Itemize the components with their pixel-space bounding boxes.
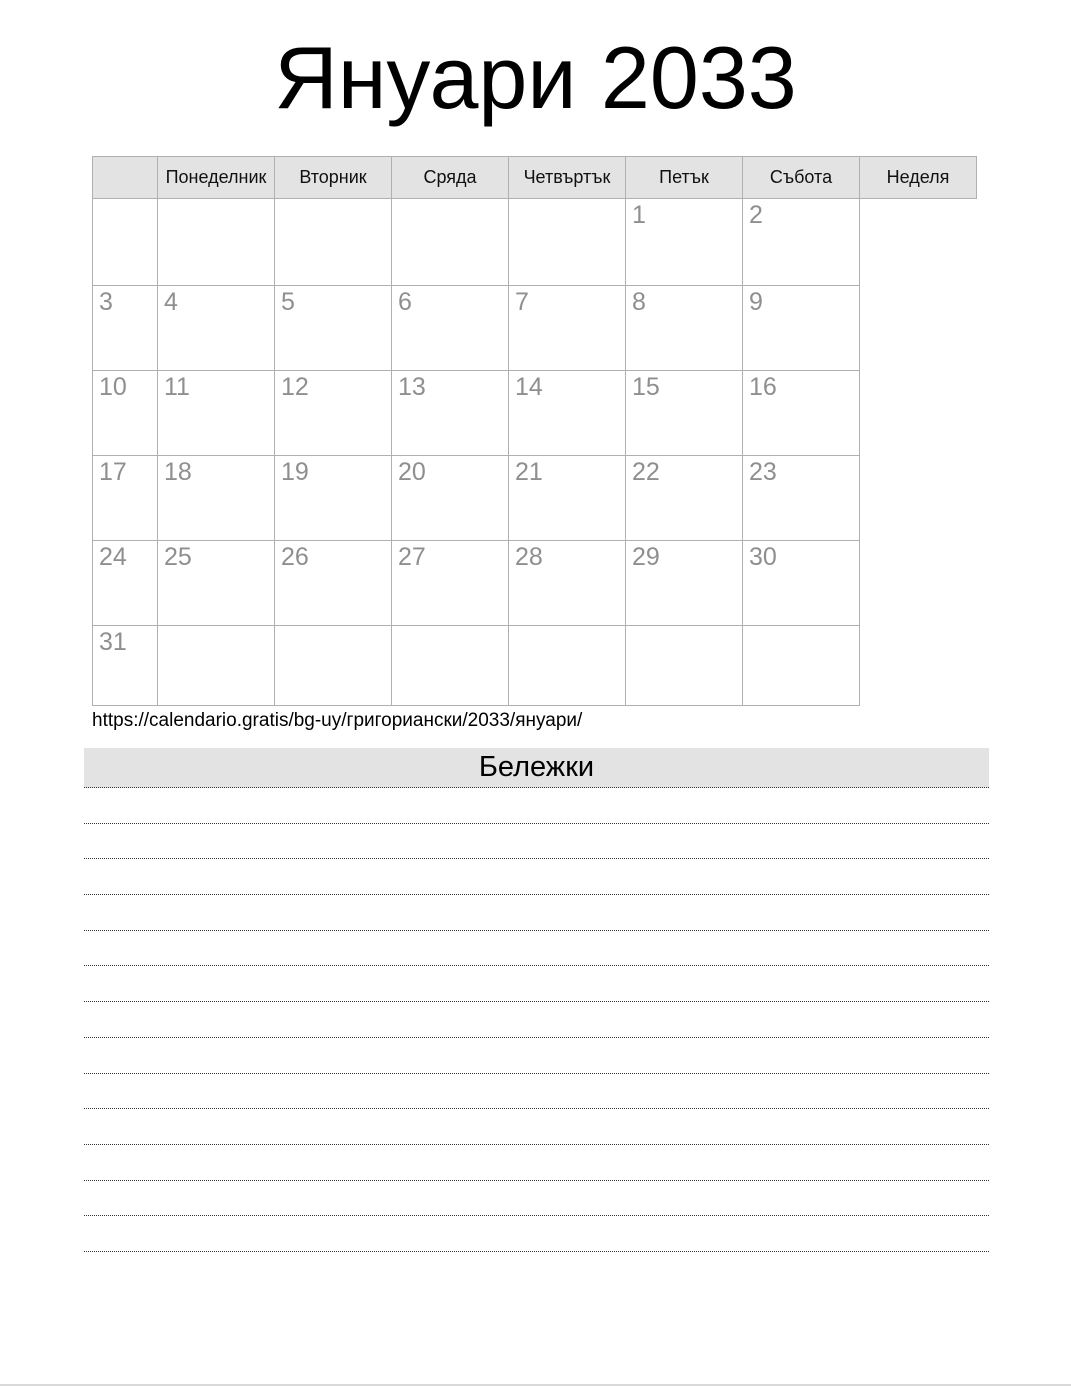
- calendar-day-cell: 22: [626, 456, 743, 541]
- weekday-header: Неделя: [860, 157, 977, 199]
- note-line: [84, 966, 989, 1002]
- calendar-day-cell: 29: [626, 541, 743, 626]
- calendar-day-cell: 7: [509, 286, 626, 371]
- calendar-week-row: [93, 541, 977, 626]
- calendar-day-cell: 11: [158, 371, 275, 456]
- calendar-day-cell: 1: [626, 199, 743, 286]
- note-line: [84, 859, 989, 895]
- calendar-day-cell: [392, 199, 509, 286]
- calendar-day-cell: 26: [275, 541, 392, 626]
- calendar-day-cell: [158, 199, 275, 286]
- calendar-day-cell: [392, 626, 509, 706]
- calendar-day-cell: 21: [509, 456, 626, 541]
- note-line: [84, 895, 989, 931]
- calendar-gutter-column: [93, 157, 158, 199]
- note-line: [84, 824, 989, 860]
- calendar-day-cell: 10: [93, 371, 158, 456]
- calendar-day-cell: 13: [392, 371, 509, 456]
- weekday-header: Вторник: [275, 157, 392, 199]
- calendar-day-cell: [509, 199, 626, 286]
- calendar-day-cell: [509, 626, 626, 706]
- calendar-day-cell: 28: [509, 541, 626, 626]
- calendar-week-row: [93, 286, 977, 371]
- calendar-day-cell: 3: [93, 286, 158, 371]
- calendar-day-cell: 14: [509, 371, 626, 456]
- calendar-day-cell: 19: [275, 456, 392, 541]
- calendar-week-row: [93, 371, 977, 456]
- weekday-header: Петък: [626, 157, 743, 199]
- calendar-day-cell: 4: [158, 286, 275, 371]
- source-url: https://calendario.gratis/bg-uy/григориански/2033/януари/: [92, 710, 583, 731]
- calendar-day-cell: 18: [158, 456, 275, 541]
- notes-section: [84, 748, 989, 1252]
- note-line: [84, 1074, 989, 1110]
- calendar-week-row: [93, 626, 977, 706]
- weekday-header: Четвъртък: [509, 157, 626, 199]
- notes-heading: Бележки: [84, 748, 989, 788]
- calendar-day-cell: [626, 626, 743, 706]
- note-line: [84, 1145, 989, 1181]
- weekday-header: Събота: [743, 157, 860, 199]
- note-line: [84, 788, 989, 824]
- calendar-day-cell: 2: [743, 199, 860, 286]
- calendar-day-cell: [743, 626, 860, 706]
- calendar-day-cell: 30: [743, 541, 860, 626]
- calendar-day-cell: 16: [743, 371, 860, 456]
- weekday-header: Сряда: [392, 157, 509, 199]
- calendar-day-cell: 8: [626, 286, 743, 371]
- weekday-header: Понеделник: [158, 157, 275, 199]
- note-line: [84, 1181, 989, 1217]
- calendar-day-cell: 17: [93, 456, 158, 541]
- calendar-day-cell: 31: [93, 626, 158, 706]
- calendar-day-cell: [158, 626, 275, 706]
- page-title: Януари 2033: [274, 28, 797, 127]
- note-line: [84, 1109, 989, 1145]
- calendar-day-cell: 25: [158, 541, 275, 626]
- note-line: [84, 1038, 989, 1074]
- calendar-day-cell: 5: [275, 286, 392, 371]
- note-line: [84, 1216, 989, 1252]
- calendar-day-cell: [275, 626, 392, 706]
- notes-lines: [84, 788, 989, 1252]
- calendar-day-cell: 20: [392, 456, 509, 541]
- weekday-header-row: [93, 157, 977, 199]
- calendar-day-cell: 15: [626, 371, 743, 456]
- calendar-day-cell: 23: [743, 456, 860, 541]
- calendar-day-cell: 24: [93, 541, 158, 626]
- calendar-day-cell: 12: [275, 371, 392, 456]
- calendar-day-cell: [93, 199, 158, 286]
- calendar-day-cell: 27: [392, 541, 509, 626]
- calendar-week-row: [93, 199, 977, 286]
- note-line: [84, 931, 989, 967]
- calendar-day-cell: [275, 199, 392, 286]
- calendar-day-cell: 9: [743, 286, 860, 371]
- calendar-day-cell: 6: [392, 286, 509, 371]
- calendar-body: [93, 199, 977, 706]
- calendar-table: [92, 156, 977, 706]
- calendar-week-row: [93, 456, 977, 541]
- note-line: [84, 1002, 989, 1038]
